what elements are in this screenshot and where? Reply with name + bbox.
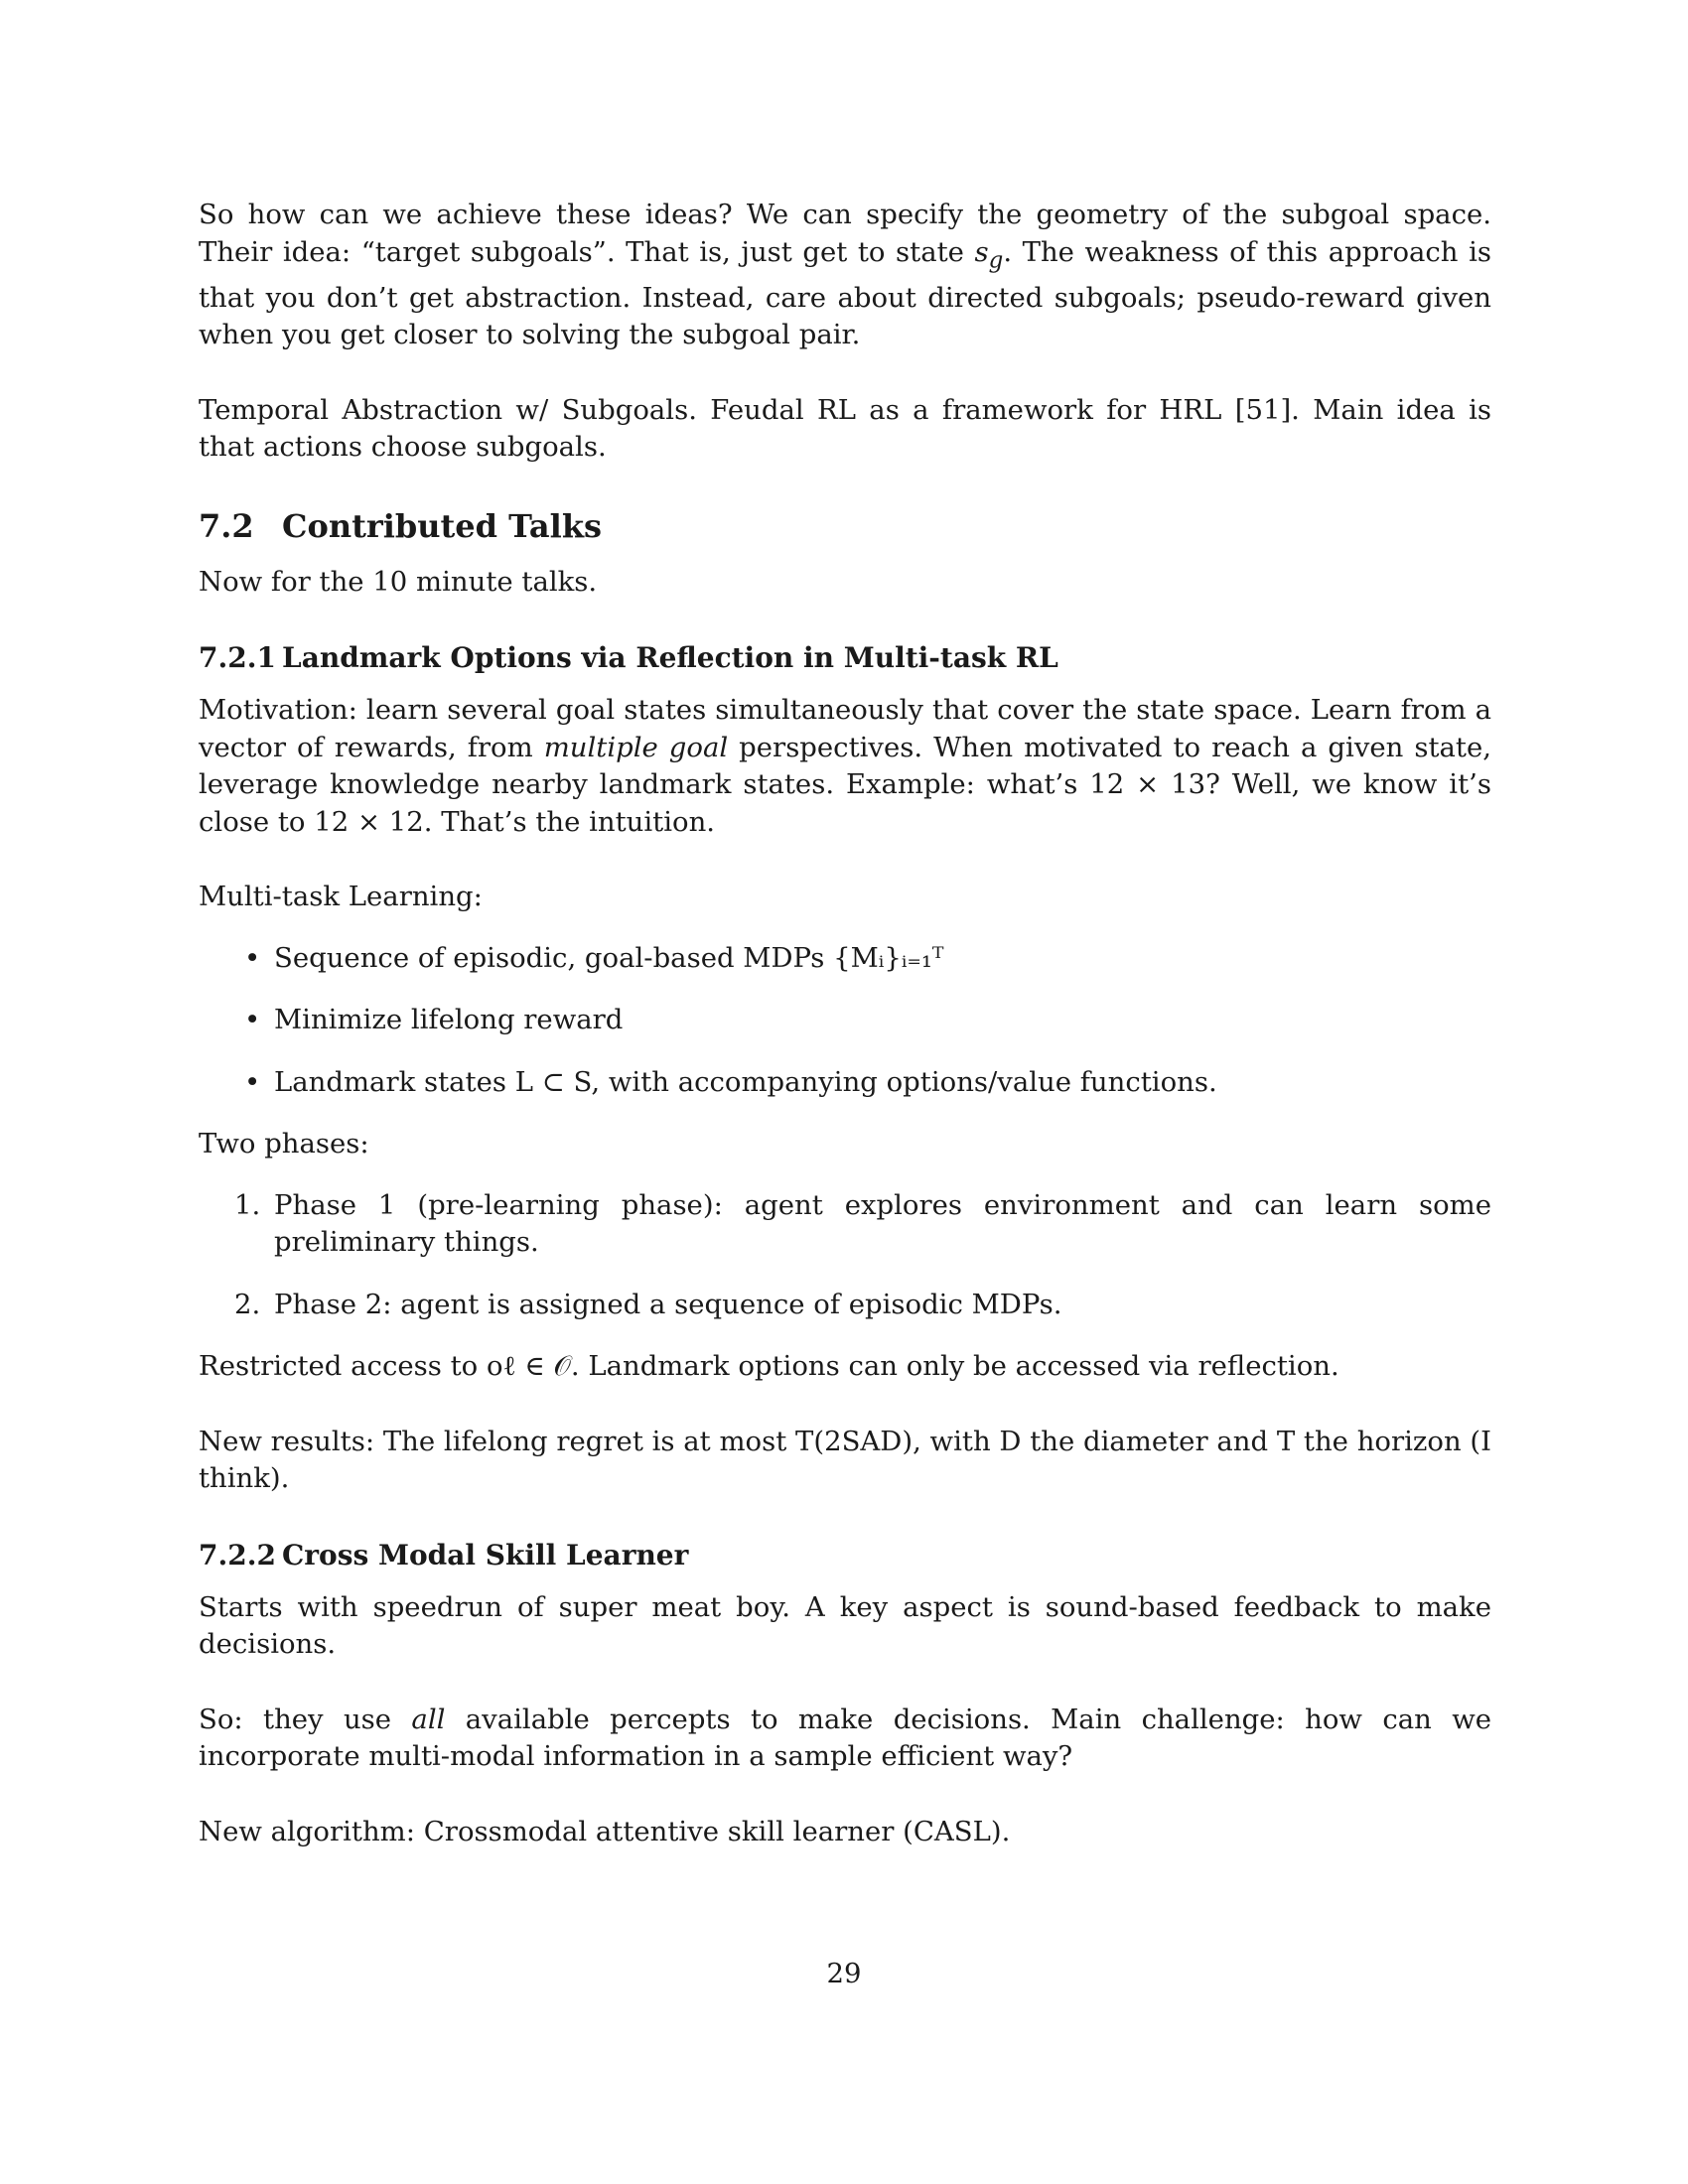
enum-marker: 1. (234, 1188, 261, 1221)
list-item: • Landmark states L ⊂ S, with accompanying options/value functions. (199, 1064, 1491, 1102)
phases-list (199, 1187, 1491, 1324)
cross-modal-paragraph-3: New algorithm: Crossmodal attentive skill learner (CASL). (199, 1815, 1011, 1847)
page-body (199, 197, 1491, 1850)
subsection-heading-2 (199, 1536, 1491, 1575)
list-item: 2. Phase 2: agent is assigned a sequence of episodic MDPs. (199, 1287, 1491, 1324)
mtl-bullet-list (199, 940, 1491, 1102)
phases-label: Two phases: (199, 1128, 369, 1160)
intro-paragraph-1: So how can we achieve these ideas? We can specify the geometry of the subgoal space. Their idea: “target subgoals”. That is, just get to state $s_g$. The weakness of this approach is that you don’t get abstraction. Instead, care about directed subgoals; pseudo-reward given when you get closer to solving the subgoal pair. (199, 199, 1491, 350)
bullet-icon: • (244, 1004, 261, 1035)
restricted-access-paragraph: Restricted access to oℓ ∈ 𝒪. Landmark options can only be accessed via reflection. (199, 1350, 1339, 1382)
enum-marker: 2. (234, 1288, 261, 1320)
bullet-icon: • (244, 1065, 261, 1098)
intro-paragraph-2: Temporal Abstraction w/ Subgoals. Feudal RL as a framework for HRL [51]. Main idea is that actions choose subgoals. (199, 393, 1491, 463)
cross-modal-paragraph-1: Starts with speedrun of super meat boy. A key aspect is sound-based feedback to make decisions. (199, 1590, 1491, 1660)
section-number: 7.2 (199, 506, 254, 545)
subsection-title-2: Cross Modal Skill Learner (282, 1538, 689, 1571)
mtl-label: Multi-task Learning: (199, 881, 483, 912)
emphasis-multiple-goal: multiple goal (543, 731, 729, 763)
subsection-number-2: 7.2.2 (199, 1538, 276, 1571)
list-item: • Sequence of episodic, goal-based MDPs {Mᵢ}ᵢ₌₁ᵀ (199, 940, 1491, 978)
math-sub-g: g (988, 247, 1004, 273)
bullet-icon: • (244, 941, 261, 974)
section-heading (199, 504, 1491, 548)
section-intro: Now for the 10 minute talks. (199, 565, 598, 598)
new-results-paragraph: New results: The lifelong regret is at most T(2SAD), with D the diameter and T the horizon (I think). (199, 1425, 1491, 1494)
emphasis-all: all (411, 1703, 446, 1735)
subsection-number-1: 7.2.1 (199, 641, 276, 674)
subsection-heading-1 (199, 638, 1491, 678)
list-item: 1. Phase 1 (pre-learning phase): agent explores environment and can learn some preliminary things. (234, 1188, 1491, 1258)
motivation-paragraph: Motivation: learn several goal states simultaneously that cover the state space. Learn from a vector of rewards, from multiple goal perspectives. When motivated to reach a given state, leverage knowledge nearby landmark states. Example: what’s 12 × 13? Well, we know it’s close to 12 × 12. That’s the intuition. (199, 694, 1491, 838)
section-title: Contributed Talks (282, 506, 602, 545)
list-item: • Minimize lifelong reward (199, 1002, 1491, 1039)
math-s: s (974, 235, 989, 268)
subsection-title-1: Landmark Options via Reflection in Multi-task RL (282, 641, 1058, 674)
cross-modal-paragraph-2: So: they use all available percepts to make decisions. Main challenge: how can we incorporate multi-modal information in a sample efficient way? (199, 1703, 1492, 1772)
page-number: 29 (826, 1958, 862, 1989)
